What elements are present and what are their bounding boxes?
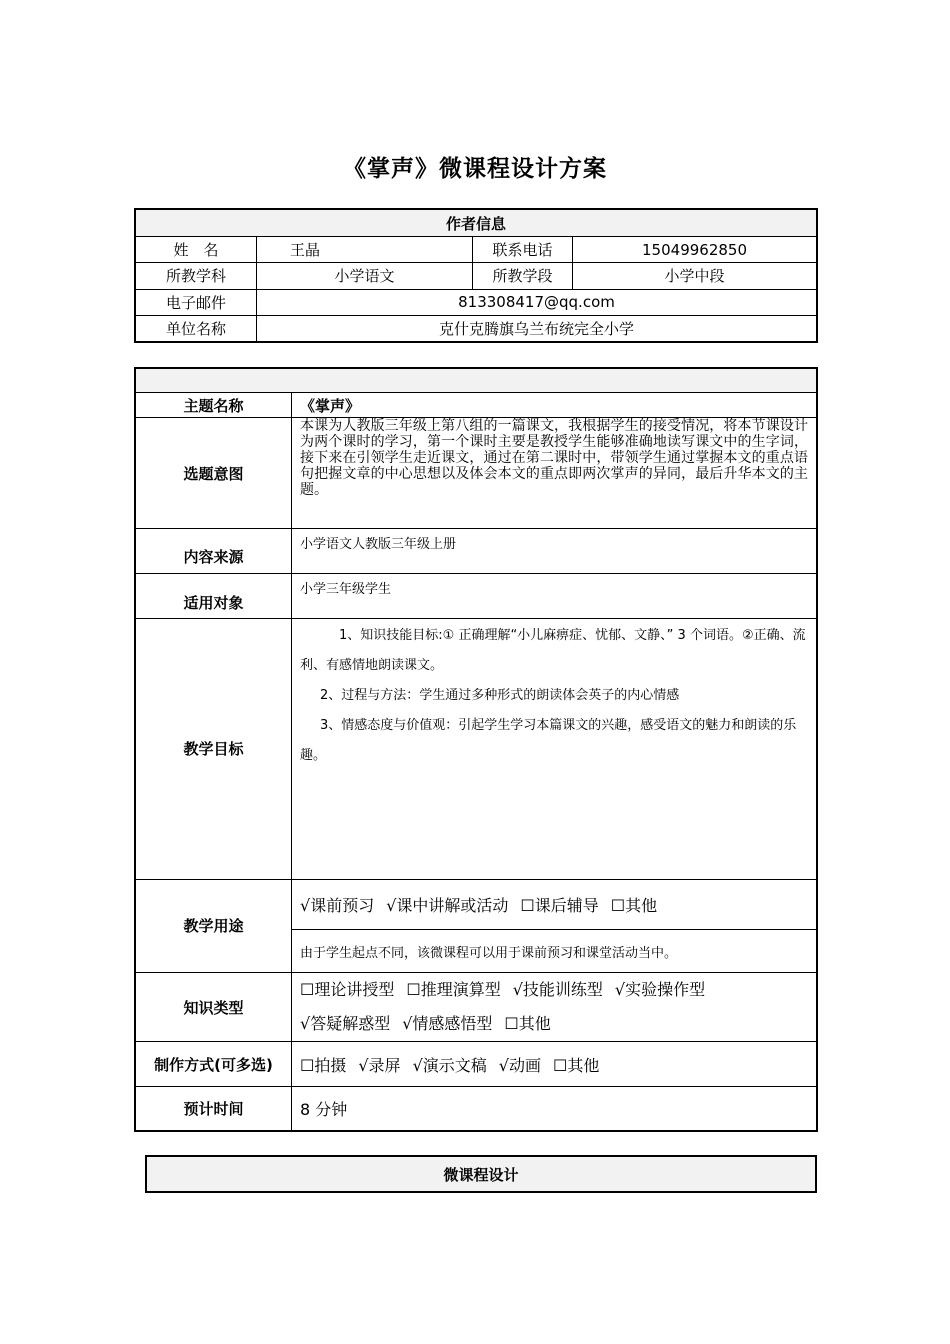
use-option: ☐其他 bbox=[610, 895, 658, 915]
method-option: ☐拍摄 bbox=[300, 1055, 347, 1075]
knowledge-option: √实验操作型 bbox=[614, 980, 706, 1000]
name-value: 王晶 bbox=[257, 237, 473, 263]
audience-value: 小学三年级学生 bbox=[292, 574, 817, 619]
knowledge-label: 知识类型 bbox=[136, 973, 292, 1042]
phone-label: 联系电话 bbox=[473, 237, 573, 263]
knowledge-option: ☐理论讲授型 bbox=[300, 980, 395, 1000]
grade-label: 所教学段 bbox=[473, 263, 573, 289]
goal-2: 2、过程与方法：学生通过多种形式的朗读体会英子的内心情感 bbox=[320, 688, 680, 704]
micro-course-header: 微课程设计 bbox=[147, 1157, 816, 1192]
knowledge-option: √技能训练型 bbox=[512, 980, 603, 1000]
method-options bbox=[292, 1042, 817, 1086]
goals-cell bbox=[292, 619, 817, 879]
use-option: ☐课后辅导 bbox=[520, 895, 599, 915]
phone-value: 15049962850 bbox=[573, 237, 817, 263]
subject-value: 小学语文 bbox=[257, 263, 473, 289]
use-option: √课中讲解或活动 bbox=[386, 895, 509, 915]
goal-1: 1、知识技能目标:① 正确理解“小儿麻痹症、忧郁、文静、” 3 个词语。②正确、流利、有感情地朗读课文。 bbox=[300, 628, 806, 674]
knowledge-option: √情感感悟型 bbox=[402, 1014, 493, 1034]
knowledge-options bbox=[292, 973, 817, 1042]
knowledge-option: ☐其他 bbox=[504, 1014, 551, 1034]
topic-label: 主题名称 bbox=[136, 393, 292, 418]
knowledge-option: √答疑解惑型 bbox=[300, 1014, 391, 1034]
author-info-table bbox=[135, 209, 817, 342]
design-header bbox=[136, 369, 817, 393]
document-title: 《掌声》微课程设计方案 bbox=[343, 156, 607, 182]
audience-label: 适用对象 bbox=[136, 574, 292, 619]
time-value: 8 分钟 bbox=[292, 1086, 817, 1130]
goal-3: 3、情感态度与价值观：引起学生学习本篇课文的兴趣，感受语文的魅力和朗读的乐趣。 bbox=[300, 718, 797, 764]
goals-label: 教学目标 bbox=[136, 619, 292, 879]
knowledge-row-1 bbox=[300, 973, 816, 1007]
method-option: √演示文稿 bbox=[412, 1055, 487, 1075]
grade-value: 小学中段 bbox=[573, 263, 817, 289]
intent-value: 本课为人教版三年级上第八组的一篇课文，我根据学生的接受情况，将本节课设计为两个课时的学习，第一个课时主要是教授学生能够准确地读写课文中的生字词，接下来在引领学生走近课文，通过在第二课时中，带领学生通过掌握本文的重点语句把握文章的中心思想以及体会本文的重点即两次掌声的异同，最后升华本文的主题。 bbox=[292, 418, 817, 529]
source-label: 内容来源 bbox=[136, 528, 292, 573]
method-label: 制作方式(可多选) bbox=[136, 1042, 292, 1086]
method-option: √动画 bbox=[498, 1055, 541, 1075]
use-label: 教学用途 bbox=[136, 879, 292, 972]
method-option: √录屏 bbox=[358, 1055, 401, 1075]
knowledge-option: ☐推理演算型 bbox=[406, 980, 501, 1000]
org-label: 单位名称 bbox=[136, 315, 257, 341]
micro-course-table bbox=[146, 1156, 816, 1192]
subject-label: 所教学科 bbox=[136, 263, 257, 289]
name-label: 姓 名 bbox=[136, 237, 257, 263]
email-label: 电子邮件 bbox=[136, 289, 257, 315]
use-option: √课前预习 bbox=[300, 895, 375, 915]
author-info-header: 作者信息 bbox=[136, 210, 817, 237]
use-options bbox=[292, 879, 817, 929]
method-option: ☐其他 bbox=[552, 1055, 600, 1075]
knowledge-row-2 bbox=[300, 1007, 816, 1041]
design-table bbox=[135, 368, 817, 1131]
intent-label: 选题意图 bbox=[136, 418, 292, 529]
time-label: 预计时间 bbox=[136, 1086, 292, 1130]
org-value: 克什克腾旗乌兰布统完全小学 bbox=[257, 315, 817, 341]
source-value: 小学语文人教版三年级上册 bbox=[292, 528, 817, 573]
email-value: 813308417@qq.com bbox=[257, 289, 817, 315]
topic-value: 《掌声》 bbox=[292, 393, 817, 418]
use-note: 由于学生起点不同，该微课程可以用于课前预习和课堂活动当中。 bbox=[292, 929, 817, 972]
